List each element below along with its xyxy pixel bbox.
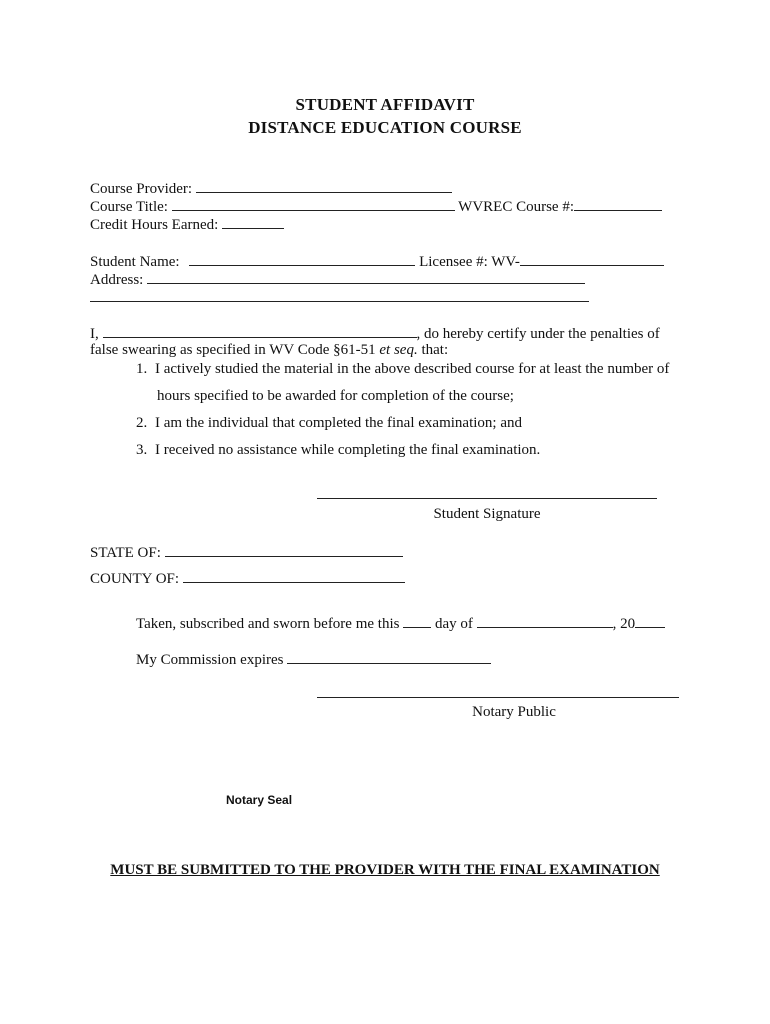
sworn-year-field[interactable]: [635, 614, 665, 628]
list-item-1: [136, 361, 669, 378]
sworn-prefix: Taken, subscribed and sworn before me this: [136, 616, 400, 632]
course-title-label: Course Title:: [90, 199, 168, 215]
course-provider-row: [90, 179, 452, 198]
commission-label: My Commission expires: [136, 652, 284, 668]
state-row: [90, 543, 403, 562]
list-item-3: [136, 442, 540, 459]
sworn-month-field[interactable]: [477, 614, 613, 628]
student-signature-label: Student Signature: [433, 506, 541, 522]
commission-row: [136, 650, 491, 669]
document-subtitle: DISTANCE EDUCATION COURSE: [248, 118, 522, 137]
list-number: 2.: [136, 415, 148, 431]
student-name-row: [90, 252, 664, 271]
credit-hours-row: [90, 215, 284, 234]
state-label: STATE OF:: [90, 545, 161, 561]
credit-hours-label: Credit Hours Earned:: [90, 217, 219, 233]
licensee-field[interactable]: [520, 252, 664, 266]
county-row: [90, 569, 405, 588]
certify-text: , do hereby certify under the penalties of: [416, 326, 660, 342]
certify-i-label: I,: [90, 326, 99, 342]
certify-line2-text: false swearing as specified in WV Code §61-51: [90, 342, 380, 358]
certify-line2: [90, 342, 448, 359]
commission-field[interactable]: [287, 650, 491, 664]
certify-row: [90, 324, 660, 343]
list-item-1-continued: hours specified to be awarded for completion of the course;: [157, 388, 514, 404]
notary-signature-field[interactable]: [317, 697, 679, 698]
list-number: 1.: [136, 361, 148, 377]
notary-seal-label: Notary Seal: [226, 793, 293, 807]
address-field-line1[interactable]: [147, 270, 585, 284]
certify-line2-suffix: that:: [417, 342, 449, 358]
address-row: [90, 270, 585, 289]
sworn-day-field[interactable]: [403, 614, 431, 628]
list-item-text: I am the individual that completed the final examination; and: [155, 415, 522, 431]
course-title-field[interactable]: [172, 197, 455, 211]
list-number: 3.: [136, 442, 148, 458]
list-item-text: I received no assistance while completing the final examination.: [155, 442, 541, 458]
document-title: STUDENT AFFIDAVIT: [295, 95, 475, 114]
address-label: Address:: [90, 272, 144, 288]
student-name-label: Student Name:: [90, 254, 180, 270]
submission-notice: MUST BE SUBMITTED TO THE PROVIDER WITH THE FINAL EXAMINATION: [110, 862, 660, 878]
student-signature-field[interactable]: [317, 498, 657, 499]
sworn-year-label: , 20: [612, 616, 636, 632]
et-seq-text: et seq.: [379, 342, 418, 358]
wvrec-course-field[interactable]: [574, 197, 662, 211]
address-field-line2[interactable]: [90, 301, 589, 302]
list-item-text: I actively studied the material in the above described course for at least the number of: [155, 361, 670, 377]
student-name-field[interactable]: [189, 252, 415, 266]
credit-hours-field[interactable]: [222, 215, 284, 229]
state-field[interactable]: [165, 543, 403, 557]
licensee-label: Licensee #: WV-: [419, 254, 520, 270]
course-title-row: [90, 197, 662, 216]
notary-public-label: Notary Public: [472, 704, 556, 720]
certify-name-field[interactable]: [103, 324, 417, 338]
course-provider-label: Course Provider:: [90, 181, 193, 197]
county-label: COUNTY OF:: [90, 571, 180, 587]
wvrec-course-label: WVREC Course #:: [458, 199, 574, 215]
sworn-row: [136, 614, 665, 633]
county-field[interactable]: [183, 569, 405, 583]
course-provider-field[interactable]: [196, 179, 452, 193]
list-item-2: [136, 415, 522, 432]
sworn-day-label: day of: [434, 616, 473, 632]
